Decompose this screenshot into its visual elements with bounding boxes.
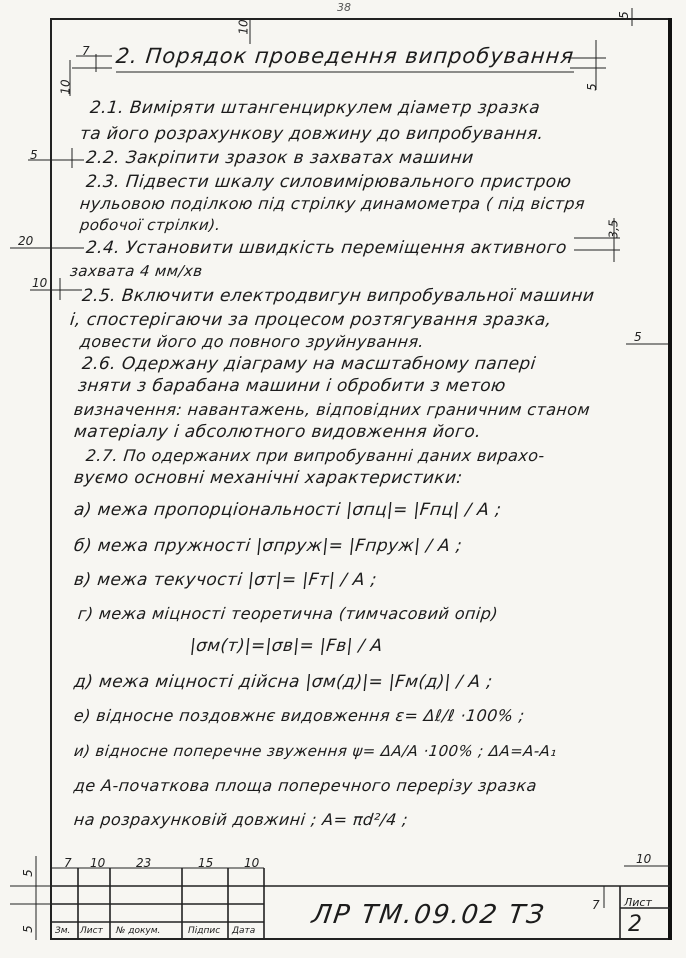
stamp-col-sign: Підпис xyxy=(188,926,221,936)
dim-10-left: 10 xyxy=(58,79,73,95)
stamp-dim-7: 7 xyxy=(64,856,72,870)
dim-5-left: 5 xyxy=(30,148,38,162)
text-line-1: 2.1. Виміряти штангенциркулем діаметр зразка xyxy=(88,98,542,118)
page-number: 38 xyxy=(337,1,351,14)
dim-5-right: 5 xyxy=(634,330,642,344)
stamp-dim-7b: 7 xyxy=(592,898,600,912)
sheet-number: 2 xyxy=(628,912,642,937)
stamp-col-date: Дата xyxy=(232,926,256,936)
formula-area: на розрахунковій довжині ; A= πd²/4 ; xyxy=(73,810,410,829)
formula-b: б) межа пружності |σпруж|= |Fпруж| / A ; xyxy=(72,536,464,556)
section-title: 2. Порядок проведення випробування xyxy=(114,44,576,68)
text-line-4: 2.3. Підвести шкалу силовимірювального пристрою xyxy=(84,172,573,192)
text-line-3: 2.2. Закріпити зразок в захватах машини xyxy=(84,148,475,168)
text-line-6: робочої стрілки). xyxy=(79,216,222,234)
formula-d: д) межа міцності дійсна |σм(д)|= |Fм(д)| / A ; xyxy=(72,672,494,692)
text-line-7: 2.4. Установити швидкість переміщення активного xyxy=(84,238,568,258)
text-line-11: довести його до повного зруйнування. xyxy=(79,332,426,351)
text-line-17: вуємо основні механічні характеристики: xyxy=(72,468,464,488)
dim-20: 20 xyxy=(18,234,34,248)
stamp-col-list: Лист xyxy=(80,926,103,936)
text-line-area: де A-початкова площа поперечного перерізу зразка xyxy=(73,776,538,795)
stamp-col-doc: № докум. xyxy=(116,926,161,936)
sheet-label: Лист xyxy=(624,896,652,909)
text-line-2: та його розрахункову довжину до випробування. xyxy=(78,124,545,144)
stamp-dim-10c: 10 xyxy=(636,852,652,866)
stamp-dim-10b: 10 xyxy=(244,856,260,870)
text-line-13: зняти з барабана машини і обробити з метою xyxy=(76,376,507,396)
formula-g-text: г) межа міцності теоретична (тимчасовий опір) xyxy=(77,604,500,623)
text-line-12: 2.6. Одержану діаграму на масштабному папері xyxy=(80,354,537,374)
text-line-10: і, спостерігаючи за процесом розтягування зразка, xyxy=(68,310,553,330)
text-line-16: 2.7. По одержаних при випробуванні даних вирахо- xyxy=(85,446,546,465)
formula-v: в) межа текучості |σт|= |Fт| / A ; xyxy=(72,570,378,590)
document-code: ЛР ТМ.09.02 ТЗ xyxy=(309,900,548,930)
stamp-col-zm: Зм. xyxy=(55,926,71,936)
stamp-dim-10a: 10 xyxy=(90,856,106,870)
text-line-5: нульовою поділкою під стрілку динамометра ( під вістря xyxy=(79,194,586,213)
stamp-dim-23: 23 xyxy=(136,856,152,870)
dim-10-top: 10 xyxy=(236,19,251,35)
formula-i: и) відносне поперечне звуження ψ= ΔA/A ·100% ; ΔA=A-A₁ xyxy=(73,742,558,760)
dim-7: 7 xyxy=(82,44,90,58)
stamp-dim-15: 15 xyxy=(198,856,214,870)
formula-e: е) відносне поздовжнє видовження ε= Δℓ/ℓ ·100% ; xyxy=(73,706,526,725)
formula-a: а) межа пропорціональності |σпц|= |Fпц| / A ; xyxy=(72,500,503,520)
text-line-8: захвата 4 мм/хв xyxy=(69,262,204,280)
stamp-dim-5: 5 xyxy=(20,869,35,877)
text-line-9: 2.5. Включити електродвигун випробувальної машини xyxy=(80,286,596,306)
dim-3-5: 3,5 xyxy=(606,219,621,239)
dim-5-title: 5 xyxy=(584,83,599,91)
stamp-dim-5b: 5 xyxy=(20,925,35,933)
formula-g: |σм(т)|=|σв|= |Fв| / A xyxy=(188,636,384,656)
text-line-14: визначення: навантажень, відповідних граничним станом xyxy=(73,400,592,419)
dim-5-top-right: 5 xyxy=(616,11,631,19)
dim-10-mid: 10 xyxy=(32,276,48,290)
text-line-15: матеріалу і абсолютного видовження його. xyxy=(72,422,483,442)
